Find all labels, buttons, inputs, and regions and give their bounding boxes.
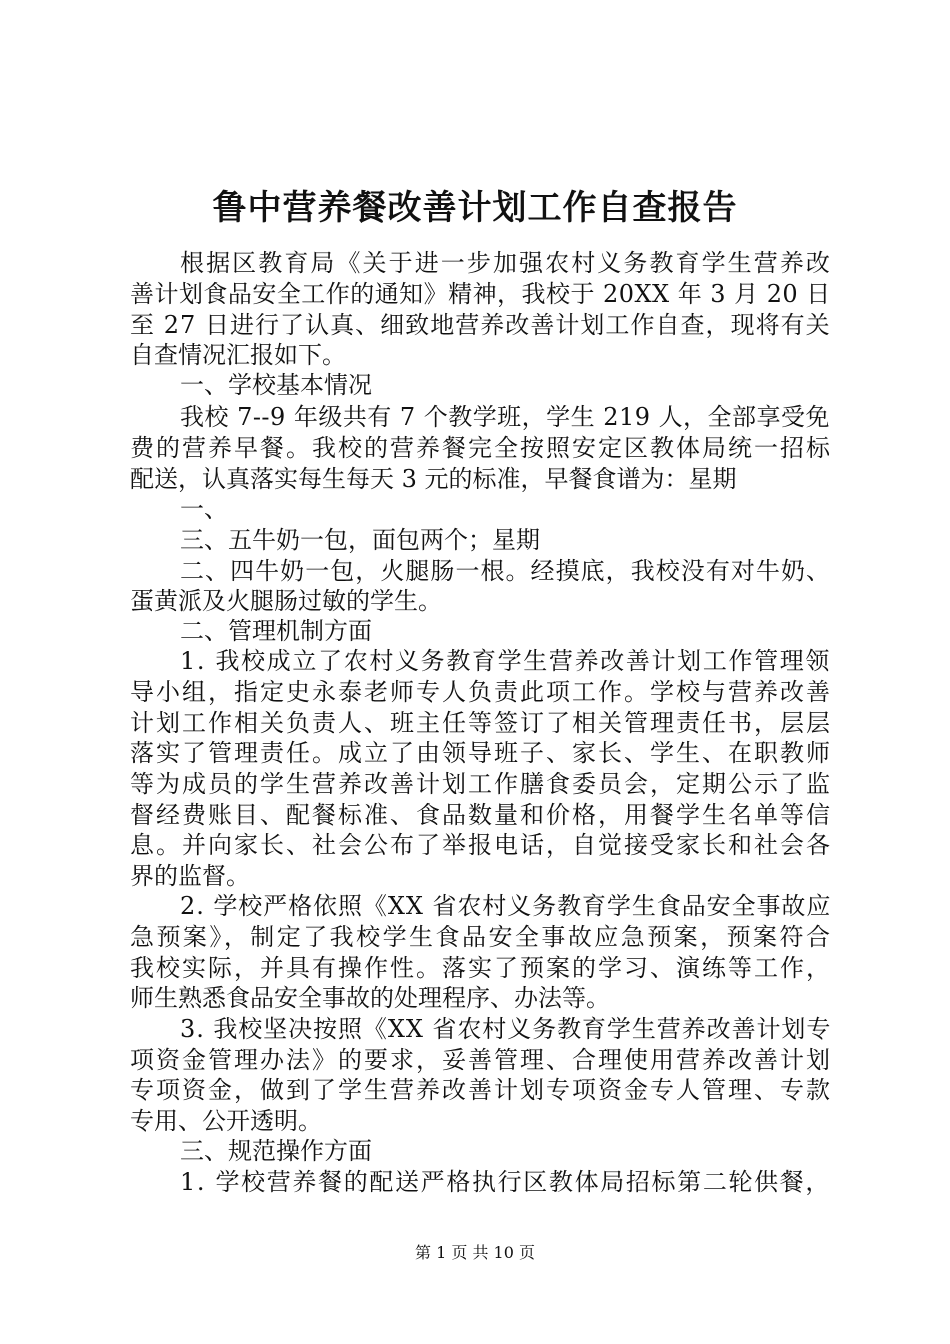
page-footer: 第 1 页 共 10 页 bbox=[415, 1243, 535, 1262]
text-line: 二、四牛奶一包，火腿肠一根。经摸底，我校没有对牛奶、 bbox=[180, 557, 832, 585]
text-line: 导小组，指定史永泰老师专人负责此项工作。学校与营养改善 bbox=[130, 678, 832, 706]
text-line: 落实了管理责任。成立了由领导班子、家长、学生、在职教师 bbox=[130, 739, 832, 767]
text-line: 界的监督。 bbox=[130, 862, 250, 890]
text-line: 根据区教育局《关于进一步加强农村义务教育学生营养改 bbox=[180, 249, 832, 277]
text-line: 专用、公开透明。 bbox=[130, 1107, 322, 1135]
text-line: 一、学校基本情况 bbox=[180, 371, 372, 399]
text-line: 善计划食品安全工作的通知》精神，我校于 20XX 年 3 月 20 日 bbox=[130, 280, 831, 308]
text-line: 二、管理机制方面 bbox=[180, 617, 372, 645]
page-title: 鲁中营养餐改善计划工作自查报告 bbox=[212, 188, 738, 228]
text-line: 三、规范操作方面 bbox=[180, 1137, 372, 1165]
text-line: 师生熟悉食品安全事故的处理程序、办法等。 bbox=[130, 984, 610, 1012]
text-line: 我校实际，并具有操作性。落实了预案的学习、演练等工作， bbox=[130, 954, 832, 982]
text-line: 急预案》，制定了我校学生食品安全事故应急预案，预案符合 bbox=[130, 923, 833, 951]
text-line: 1. 学校营养餐的配送严格执行区教体局招标第二轮供餐， bbox=[180, 1168, 832, 1196]
text-line: 我校 7--9 年级共有 7 个教学班，学生 219 人，全部享受免 bbox=[180, 403, 830, 431]
text-line: 等为成员的学生营养改善计划工作膳食委员会，定期公示了监 bbox=[130, 770, 832, 798]
text-line: 2. 学校严格依照《XX 省农村义务教育学生食品安全事故应 bbox=[180, 892, 832, 920]
text-line: 至 27 日进行了认真、细致地营养改善计划工作自查，现将有关 bbox=[130, 311, 831, 339]
text-line: 专项资金，做到了学生营养改善计划专项资金专人管理、专款 bbox=[130, 1076, 832, 1104]
text-line: 息。并向家长、社会公布了举报电话，自觉接受家长和社会各 bbox=[130, 831, 832, 859]
text-line: 配送，认真落实每生每天 3 元的标准，早餐食谱为：星期 bbox=[130, 465, 737, 493]
text-line: 费的营养早餐。我校的营养餐完全按照安定区教体局统一招标 bbox=[130, 434, 832, 462]
text-line: 督经费账目、配餐标准、食品数量和价格，用餐学生名单等信 bbox=[130, 801, 832, 829]
text-line: 自查情况汇报如下。 bbox=[130, 341, 346, 369]
text-line: 计划工作相关负责人、班主任等签订了相关管理责任书，层层 bbox=[130, 709, 832, 737]
text-line: 蛋黄派及火腿肠过敏的学生。 bbox=[130, 587, 442, 615]
text-line: 一、 bbox=[180, 495, 228, 523]
text-line: 1. 我校成立了农村义务教育学生营养改善计划工作管理领 bbox=[180, 647, 832, 675]
text-line: 三、五牛奶一包，面包两个；星期 bbox=[180, 526, 540, 554]
text-line: 项资金管理办法》的要求，妥善管理、合理使用营养改善计划 bbox=[130, 1046, 832, 1074]
text-line: 3. 我校坚决按照《XX 省农村义务教育学生营养改善计划专 bbox=[180, 1015, 832, 1043]
